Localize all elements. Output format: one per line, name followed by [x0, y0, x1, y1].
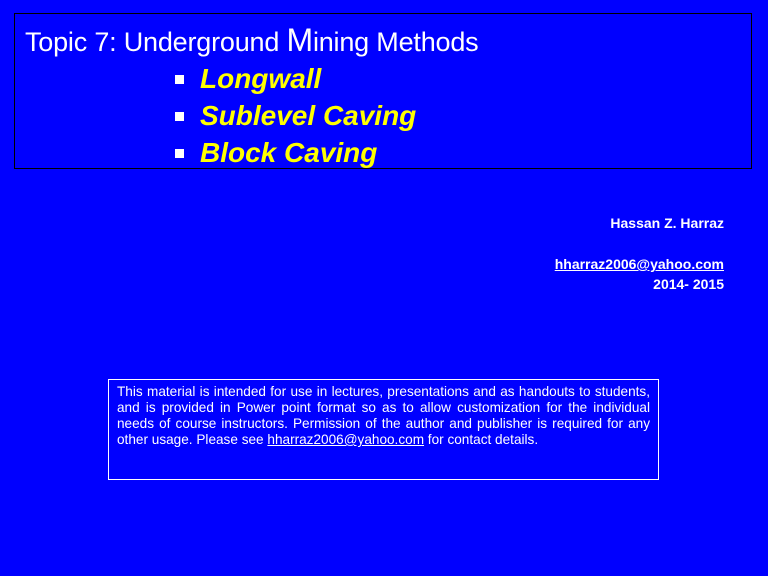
- title-suffix: ining Methods: [312, 27, 479, 57]
- title-big-letter: M: [286, 22, 313, 58]
- copyright-notice-box: [108, 379, 659, 480]
- slide-title: [25, 24, 478, 58]
- author-name: Hassan Z. Harraz: [610, 215, 724, 231]
- copyright-notice-text: [117, 384, 650, 448]
- bullet-item-sublevel-caving: [175, 97, 416, 134]
- bullet-label: Longwall: [200, 62, 322, 94]
- square-bullet-icon: [175, 149, 184, 158]
- bullet-item-longwall: [175, 60, 416, 97]
- author-year: 2014- 2015: [653, 276, 724, 292]
- square-bullet-icon: [175, 112, 184, 121]
- square-bullet-icon: [175, 75, 184, 84]
- topic-bullet-list: [175, 60, 416, 171]
- bullet-item-block-caving: [175, 134, 416, 171]
- author-block: [555, 214, 724, 293]
- notice-text-after-link: for contact details.: [424, 432, 539, 447]
- bullet-label: Block Caving: [200, 136, 378, 168]
- title-prefix: Topic 7: Underground: [25, 27, 287, 57]
- notice-email-link[interactable]: hharraz2006@yahoo.com: [267, 432, 425, 447]
- author-email-link[interactable]: hharraz2006@yahoo.com: [554, 256, 724, 272]
- title-box: [14, 13, 752, 169]
- bullet-label: Sublevel Caving: [200, 99, 417, 131]
- notice-text-before-link: This material is intended for use in lectures, presentations and as handouts to students, and is provided in Power point format so as to allow customization for the individual needs of course instructors. Permission of the author and publisher is required for any other usage. Please see: [117, 384, 650, 447]
